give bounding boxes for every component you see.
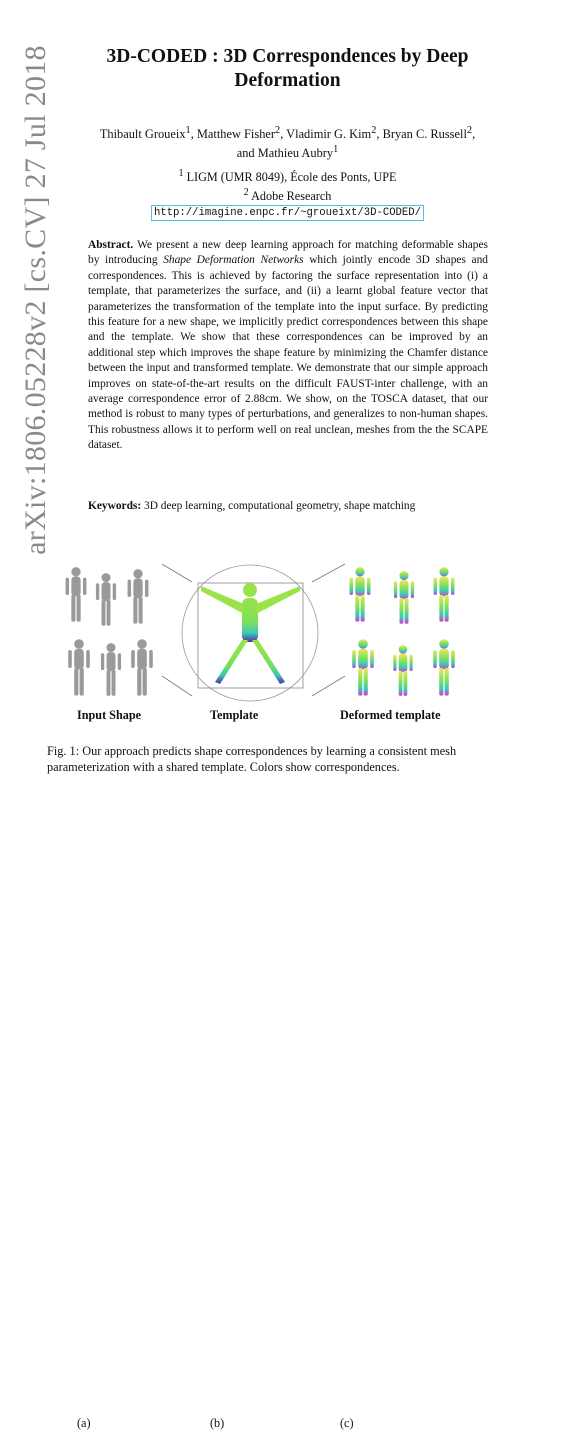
affil-marker: 1 (185, 125, 191, 136)
input-shape-meshes (66, 567, 153, 696)
abstract (88, 238, 488, 454)
keywords (88, 499, 508, 514)
figure-1-image (60, 558, 490, 703)
affiliation-2: Adobe Research (251, 189, 332, 204)
affiliation-1: LIGM (UMR 8049), École des Ponts, UPE (186, 170, 397, 185)
keywords-label: Keywords: (88, 500, 142, 512)
affil-marker: 1 (178, 168, 184, 179)
deformed-template-meshes (350, 567, 455, 696)
paper-title: 3D-CODED : 3D Correspondences by Deep Deformation (106, 46, 469, 91)
affiliations (80, 166, 495, 221)
abstract-emphasis: Shape Deformation Networks (163, 254, 304, 267)
author-conjunction: and (236, 146, 255, 161)
panel-label-a: (a) Input Shape (77, 708, 142, 1430)
author-name: Thibault Groueix (99, 127, 186, 142)
author-name: Vladimir G. Kim (286, 127, 372, 142)
figure-caption: Fig. 1: Our approach predicts shape correspondences by learning a consistent mesh parameterization with a shared template. Colors show correspondences. (47, 744, 457, 774)
affil-marker: 2 (243, 187, 249, 199)
author-name: Matthew Fisher (196, 127, 276, 142)
template-mesh (182, 565, 318, 701)
affil-marker: 2 (371, 125, 377, 136)
panel-label-b: (b) Template (210, 708, 259, 1430)
abstract-text: We present a new deep learning approach for matching deformable shapes by introducing (88, 239, 488, 267)
abstract-text: which jointly encode 3D shapes and correspondences. This is achieved by factoring the surface representation into (i) a template, that parameterizes the surface, and (ii) a learnt global feature vector that parameterizes the transformation of the template into the input surface. By predicting this feature for a new shape, we implicitly predict correspondences between this shape and the template. We show that these correspondences can be improved by an additional step which improves the shape feature by minimizing the Chamfer distance between the input and transformed template. We demonstrate that our simple approach improves on state-of-the-art results on the difficult FAUST-inter challenge, with an average correspondence error of 2.88cm. We show, on the TOSCA dataset, that our method is robust to many types of perturbations, and generalizes to non-human shapes. This robustness allows it to perform well on real unclean, meshes from the the SCAPE dataset. (88, 254, 488, 452)
author-name: Bryan C. Russell (382, 127, 467, 142)
affil-marker: 2 (275, 125, 281, 136)
project-url-link[interactable]: http://imagine.enpc.fr/~groueixt/3D-CODED/ (151, 205, 424, 221)
author-list: Thibault Groueix$^1$, Matthew Fisher$^2$, Vladimir G. Kim$^2$, Bryan C. Russell$^2$, and Mathieu Aubry$^1$ (99, 125, 476, 161)
keywords-text: 3D deep learning, computational geometry, shape matching (144, 500, 416, 512)
panel-label-c: (c) Deformed template (340, 708, 441, 1430)
author-name: Mathieu Aubry (257, 146, 334, 161)
affil-marker: 1 (333, 144, 339, 156)
abstract-label: Abstract. (88, 239, 134, 251)
arxiv-identifier: arXiv:1806.05228v2 [cs.CV] 27 Jul 2018 (19, 45, 52, 555)
affil-marker: 2 (466, 125, 473, 136)
